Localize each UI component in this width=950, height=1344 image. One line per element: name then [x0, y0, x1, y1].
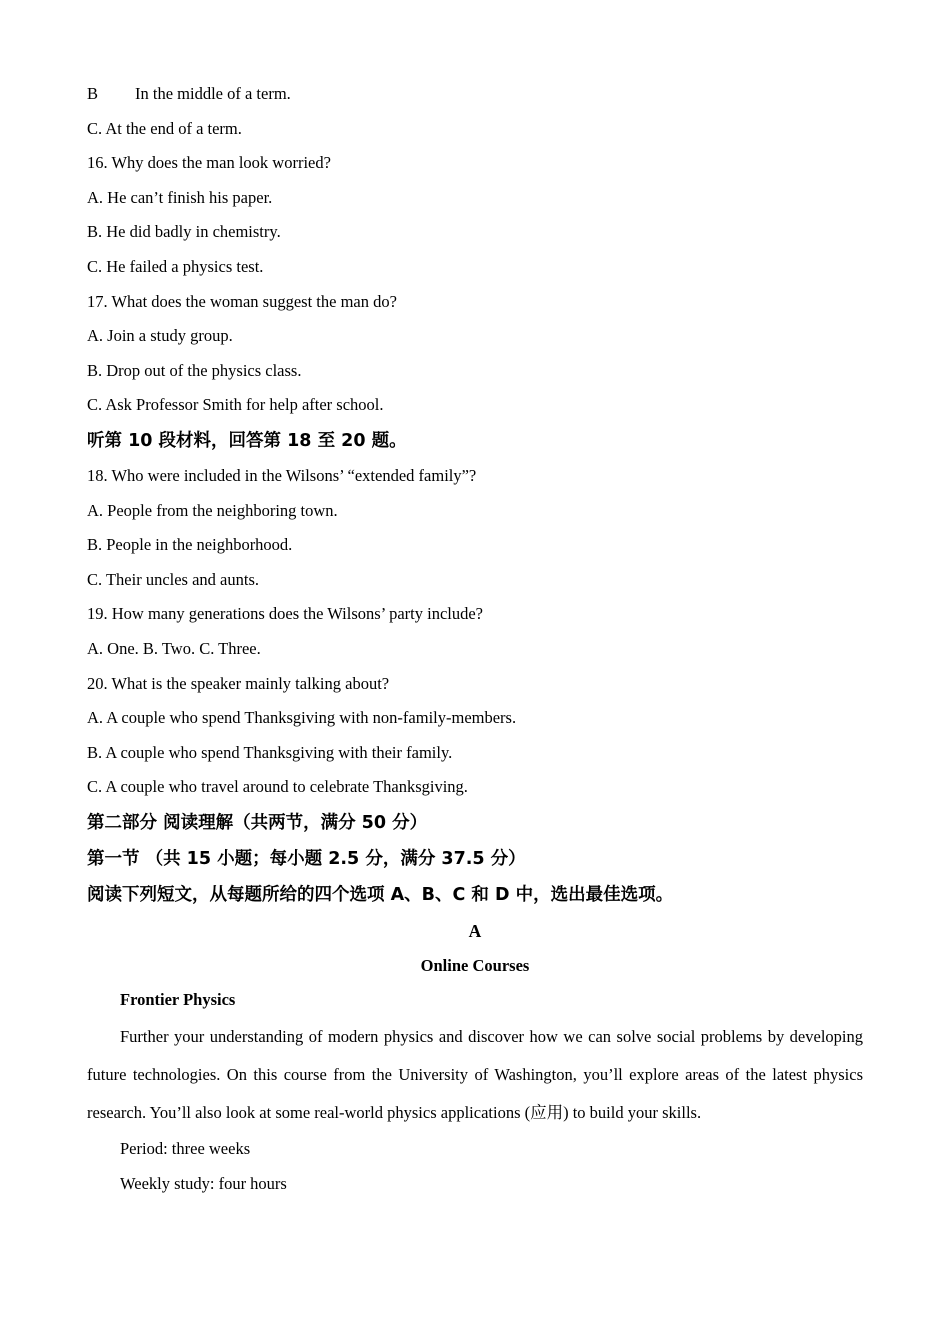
section10-heading: 听第 10 段材料，回答第 18 至 20 题。 [87, 430, 407, 451]
q20-option-a: A. A couple who spend Thanksgiving with non-family-members. [87, 708, 517, 728]
q19-question: 19. How many generations does the Wilsons’ party include? [87, 604, 484, 624]
course-weekly-study: Weekly study: four hours [120, 1173, 287, 1193]
q16-question: 16. Why does the man look worried? [87, 153, 331, 173]
q17-option-c: C. Ask Professor Smith for help after school. [87, 395, 384, 415]
q17-question: 17. What does the woman suggest the man do? [87, 291, 397, 311]
q20-option-b: B. A couple who spend Thanksgiving with their family. [87, 742, 453, 762]
part-two-heading: 第二部分 阅读理解（共两节，满分 50 分） [87, 812, 428, 833]
q16-option-a: A. He can’t finish his paper. [87, 187, 273, 207]
exam-page [87, 77, 863, 1201]
q16-option-b: B. He did badly in chemistry. [87, 222, 281, 242]
course-period: Period: three weeks [120, 1139, 251, 1159]
q20-question: 20. What is the speaker mainly talking about? [87, 673, 390, 693]
course-description: Further your understanding of modern physics and discover how we can solve social problems by developing future technologies. On this course from the University of Washington, you’ll explore areas of the latest physics research. You’ll also look at some real-world physics applications (应用) to build your skills. [87, 1027, 863, 1123]
q16-option-c: C. He failed a physics test. [87, 256, 264, 276]
q20-option-c: C. A couple who travel around to celebrate Thanksgiving. [87, 777, 468, 797]
q19-options: A. One. B. Two. C. Three. [87, 638, 261, 658]
q18-option-a: A. People from the neighboring town. [87, 500, 338, 520]
section-one-heading: 第一节 （共 15 小题；每小题 2.5 分，满分 37.5 分） [87, 848, 526, 869]
q17-option-a: A. Join a study group. [87, 326, 233, 346]
q18-option-c: C. Their uncles and aunts. [87, 569, 259, 589]
reading-instruction: 阅读下列短文，从每题所给的四个选项 A、B、C 和 D 中，选出最佳选项。 [87, 884, 674, 905]
option-text: In the middle of a term. [135, 84, 291, 103]
passage-letter: A [468, 920, 482, 941]
q18-option-b: B. People in the neighborhood. [87, 535, 293, 555]
option-letter: B [87, 84, 99, 103]
course-name: Frontier Physics [120, 990, 236, 1010]
q15-option-c: C. At the end of a term. [87, 118, 242, 138]
q17-option-b: B. Drop out of the physics class. [87, 360, 302, 380]
q18-question: 18. Who were included in the Wilsons’ “extended family”? [87, 465, 477, 485]
q15-option-b [87, 77, 863, 112]
passage-title: Online Courses [420, 955, 530, 975]
